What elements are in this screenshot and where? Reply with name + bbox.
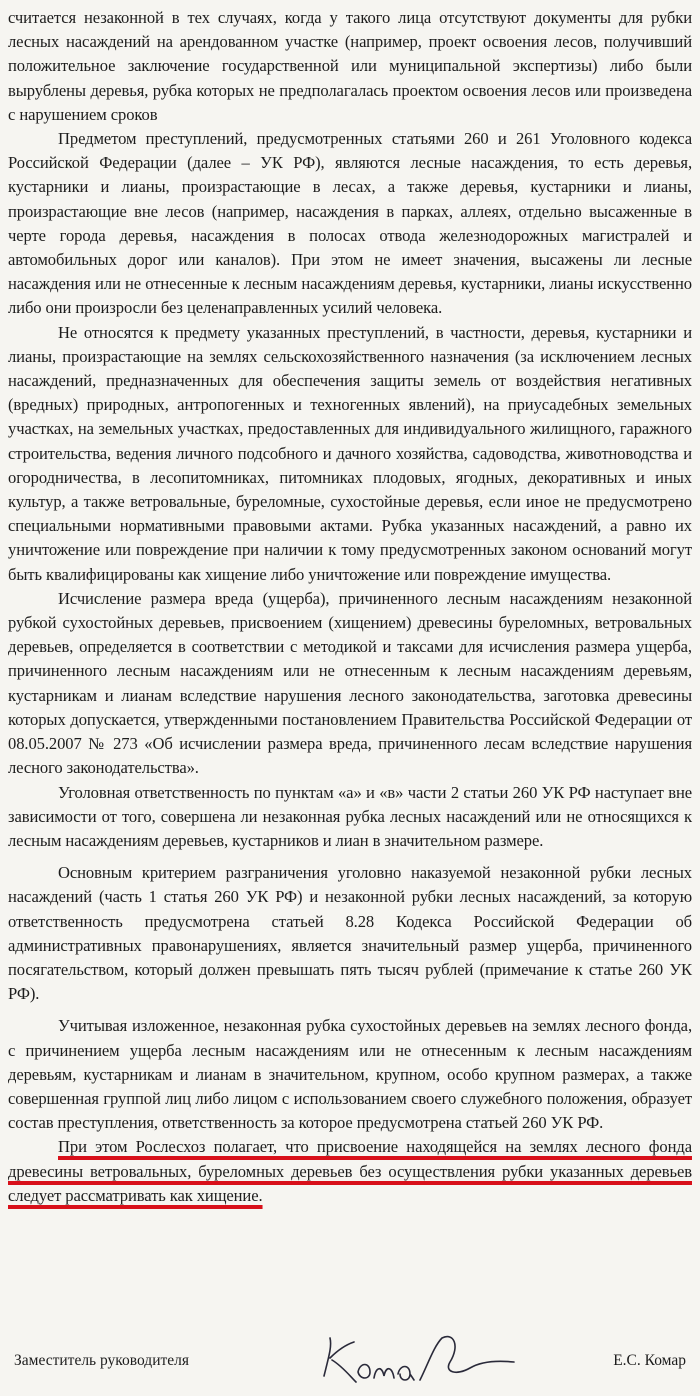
signatory-name: Е.С. Комар [613,1352,686,1369]
paragraph-8-highlighted [8,1135,692,1208]
paragraph-2: Предметом преступлений, предусмотренных статьями 260 и 261 Уголовного кодекса Российской Федерации (далее – УК РФ), являются лесные насаждения, то есть деревья, кустарники и лианы, произрастающие в лесах, а также деревья, кустарники и лианы, произрастающие вне лесов (например, насаждения в парках, аллеях, отдельно высаженные в черте города деревья, насаждения в полосах отвода железнодорожных магистралей и автомобильных дорог или каналов). При этом не имеет значения, высажены ли лесные насаждения или не отнесенные к лесным насаждениям деревья, кустарники, лианы искусственно либо они произросли без целенаправленных усилий человека. [8,129,692,318]
paragraph-6: Основным критерием разграничения уголовно наказуемой незаконной рубки лесных насаждений (часть 1 статья 260 УК РФ) и незаконной рубки лесных насаждений, за которую ответственность предусмотрена статьей 8.28 Кодекса Российской Федерации об административных правонарушениях, является значительный размер ущерба, причиненного посягательством, который должен превышать пять тысяч рублей (примечание к статье 260 УК РФ). [8,863,692,1004]
paragraph-5: Уголовная ответственность по пунктам «а» и «в» части 2 статьи 260 УК РФ наступает вне зависимости от того, совершена ли незаконная рубка лесных насаждений или не относящихся к лесным насаждениям деревьев, кустарников и лиан в значительном размере. [8,782,692,850]
signatory-position: Заместитель руководителя [14,1352,190,1369]
paragraph-3: Не относятся к предмету указанных преступлений, в частности, деревья, кустарники и лианы, произрастающие на землях сельскохозяйственного назначения (за исключением лесных насаждений, предназначенных для обеспечения защиты земель от воздействия негативных (вредных) природных, антропогенных и техногенных явлений), на приусадебных земельных участках, на земельных участках, предоставленных для индивидуального жилищного, гаражного строительства, ведения личного подсобного и дачного хозяйства, садоводства, животноводства и огородничества, в лесопитомниках, питомниках плодовых, ягодных, декоративных и иных культур, а также ветровальные, буреломные, сухостойные деревья, если иное не предусмотрено специальными нормативными правовыми актами. Рубка указанных насаждений, а равно их уничтожение или повреждение при наличии к тому предусмотренных законом оснований могут быть квалифицированы как хищение либо уничтожение или повреждение имущества. [8,322,692,584]
signature-block [14,1352,686,1392]
paragraph-1: считается незаконной в тех случаях, когда у такого лица отсутствуют документы для рубки лесных насаждений на арендованном участке (например, проект освоения лесов, получивший положительное заключение государственной или муниципальной экспертизы) либо были вырублены деревья, рубка которых не предполагалась проектом освоения лесов или произведена с нарушением сроков [8,8,692,124]
highlighted-conclusion: При этом Рослесхоз полагает, что присвоение находящейся на землях лесного фонда древесины ветровальных, буреломных деревьев без осуществления рубки указанных деревьев следует рассматривать как хищение. [8,1137,692,1205]
handwritten-signature [304,1326,524,1396]
letter-body [8,6,692,1208]
paragraph-7: Учитывая изложенное, незаконная рубка сухостойных деревьев на землях лесного фонда, с причинением ущерба лесным насаждениям или не отнесенным к лесным насаждениям деревьям, кустарникам и лианам в значительном, крупном, особо крупном размерах, а также совершенная группой лиц либо лицом с использованием своего служебного положения, образует состав преступления, ответственность за которое предусмотрена статьей 260 УК РФ. [8,1016,692,1133]
paragraph-4: Исчисление размера вреда (ущерба), причиненного лесным насаждениям незаконной рубкой сухостойных деревьев, присвоением (хищением) древесины буреломных, ветровальных деревьев, определяется в соответствии с методикой и таксами для исчисления размера ущерба, причиненного лесным насаждениям или не отнесенным к лесным насаждениям деревьям, кустарникам и лианам вследствие нарушения лесного законодательства, заготовка древесины которых допускается, утвержденными постановлением Правительства Российской Федерации от 08.05.2007 № 273 «Об исчислении размера вреда, причиненного лесам вследствие нарушения лесного законодательства». [8,588,692,778]
